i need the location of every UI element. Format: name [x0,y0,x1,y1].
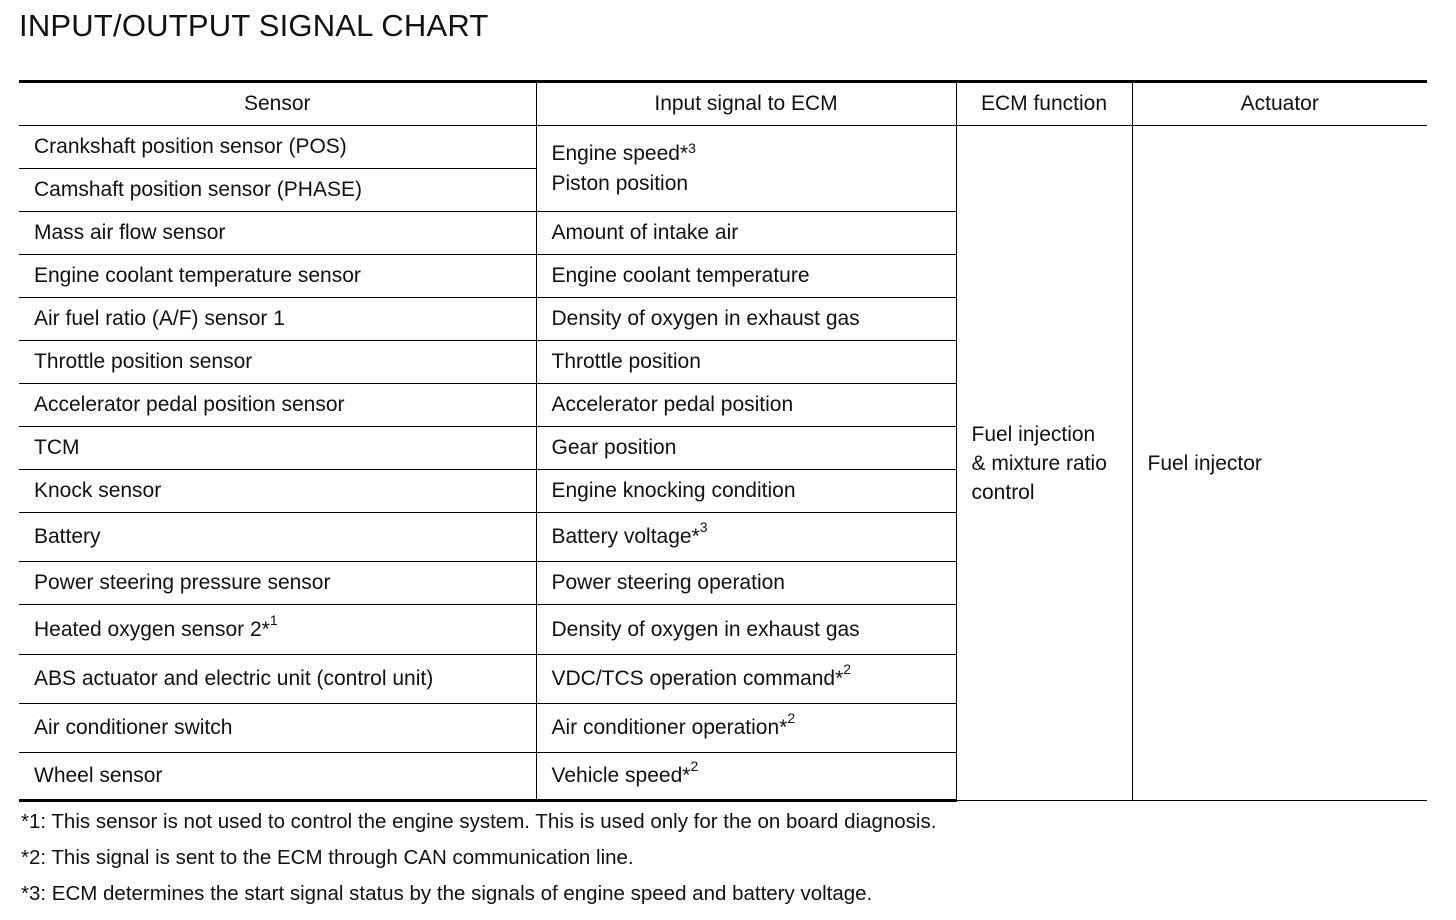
sensor-cell: Mass air flow sensor [19,212,536,255]
sensor-cell: ABS actuator and electric unit (control unit) [19,655,536,704]
input-cell: Engine speed*$^3$ Piston position [536,126,956,212]
header-input-signal: Input signal to ECM [536,82,956,126]
sensor-cell: Power steering pressure sensor [19,562,536,605]
input-cell: Gear position [536,427,956,470]
sensor-cell: Crankshaft position sensor (POS) [19,126,536,169]
header-sensor: Sensor [19,82,536,126]
input-cell: Density of oxygen in exhaust gas [536,298,956,341]
footnote-1: *1: This sensor is not used to control the engine system. This is used only for the on board diagnosis. [21,810,937,833]
input-cell: Accelerator pedal position [536,384,956,427]
footnote-3: *3: ECM determines the start signal status by the signals of engine speed and battery voltage. [21,882,873,905]
input-cell: VDC/TCS operation command*$^2$ [536,655,956,704]
sensor-cell: Engine coolant temperature sensor [19,255,536,298]
header-row [19,82,1427,126]
page-title: INPUT/OUTPUT SIGNAL CHART [19,8,489,43]
input-cell: Engine coolant temperature [536,255,956,298]
input-cell: Battery voltage*$^3$ [536,513,956,562]
footnotes [21,808,936,916]
sensor-cell: Throttle position sensor [19,341,536,384]
sensor-cell: Wheel sensor [19,753,536,801]
header-ecm-function: ECM function [956,82,1132,126]
sensor-cell: Knock sensor [19,470,536,513]
sensor-cell: Air fuel ratio (A/F) sensor 1 [19,298,536,341]
sensor-cell: Air conditioner switch [19,704,536,753]
input-cell: Vehicle speed*$^2$ [536,753,956,801]
input-cell: Engine knocking condition [536,470,956,513]
sensor-cell: TCM [19,427,536,470]
input-cell: Power steering operation [536,562,956,605]
input-cell: Throttle position [536,341,956,384]
sensor-cell: Battery [19,513,536,562]
sensor-cell: Accelerator pedal position sensor [19,384,536,427]
ecm-function-cell: Fuel injection & mixture ratio control [956,126,1132,801]
header-actuator: Actuator [1132,82,1427,126]
input-cell: Air conditioner operation*$^2$ [536,704,956,753]
input-cell: Density of oxygen in exhaust gas [536,605,956,655]
input-cell: Amount of intake air [536,212,956,255]
sensor-cell: Heated oxygen sensor 2*$^1$ [19,605,536,655]
actuator-cell: Fuel injector [1132,126,1427,801]
footnote-2: *2: This signal is sent to the ECM through CAN communication line. [21,846,634,869]
table-row [19,126,1427,169]
sensor-cell: Camshaft position sensor (PHASE) [19,169,536,212]
signal-chart-table [19,80,1427,802]
